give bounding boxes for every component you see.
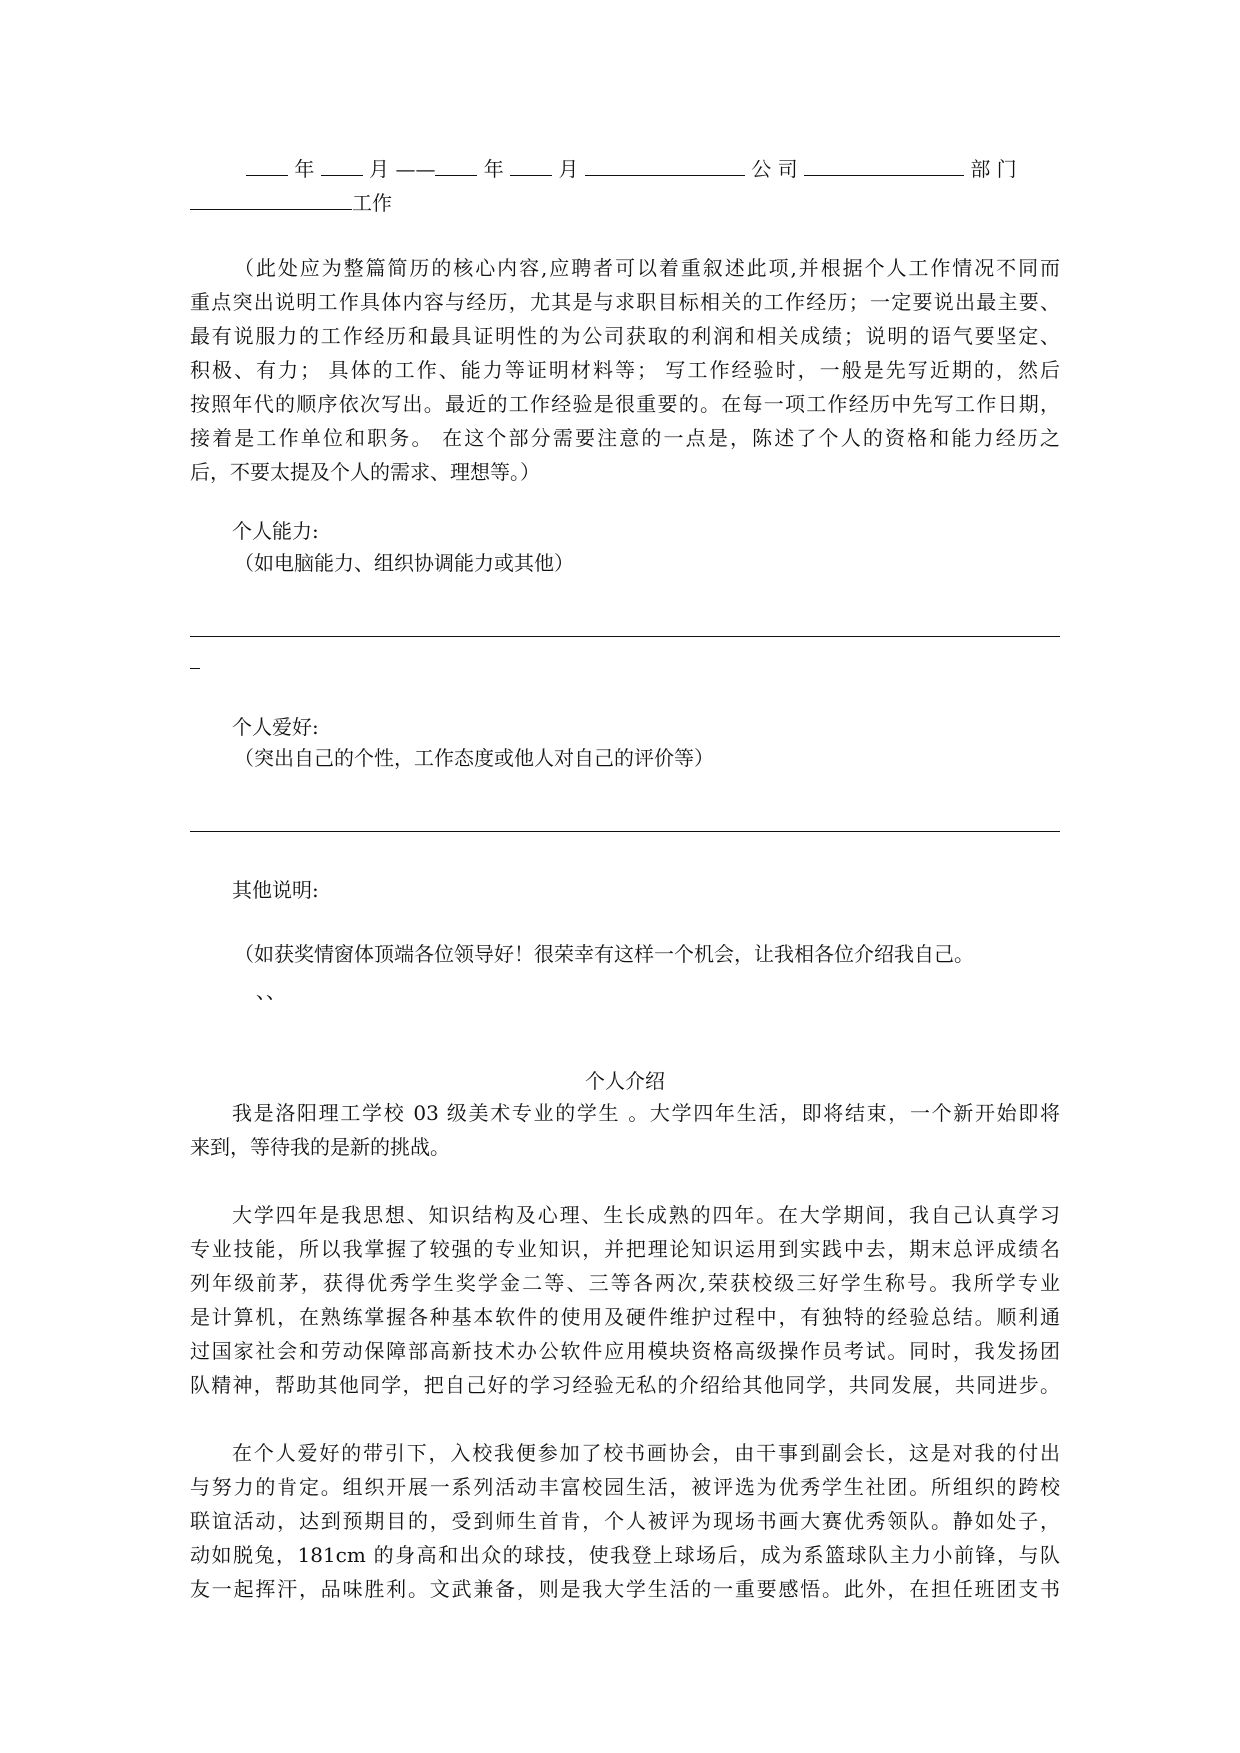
year-label-1: 年	[294, 157, 315, 181]
work-desc-line: 重点突出说明工作具体内容与经历，尤其是与求职目标相关的工作经历；一定要说出最主要、	[190, 290, 1060, 314]
intro-para2-line: 过国家社会和劳动保障部高新技术办公软件应用模块资格高级操作员考试。同时，我发扬团	[190, 1339, 1060, 1363]
hobby-label: 个人爱好:	[232, 715, 319, 739]
company-label: 公 司	[751, 157, 798, 181]
hobby-hint: （突出自己的个性，工作态度或他人对自己的评价等）	[234, 746, 714, 770]
hobby-answer-line[interactable]	[190, 831, 1060, 832]
intro-title: 个人介绍	[585, 1069, 665, 1093]
intro-para3-line: 在个人爱好的带引下，入校我便参加了校书画协会，由干事到副会长，这是对我的付出	[232, 1441, 1060, 1465]
month-blank-1[interactable]	[321, 153, 363, 176]
other-label: 其他说明:	[232, 878, 319, 902]
work-desc-line: 最有说服力的工作经历和最具证明性的为公司获取的利润和相关成绩；说明的语气要坚定、	[190, 324, 1060, 348]
intro-para3-line: 与努力的肯定。组织开展一系列活动丰富校园生活，被评选为优秀学生社团。所组织的跨校	[190, 1475, 1060, 1499]
intro-para2-line: 专业技能，所以我掌握了较强的专业知识，并把理论知识运用到实践中去，期末总评成绩名	[190, 1237, 1060, 1261]
intro-para3-line: 动如脱兔，181cm 的身高和出众的球技，使我登上球场后，成为系篮球队主力小前锋，与队	[190, 1543, 1060, 1567]
company-blank[interactable]	[585, 153, 745, 176]
intro-para1-line: 来到，等待我的是新的挑战。	[190, 1135, 450, 1159]
other-hint: （如获奖情窗体顶端各位领导好！很荣幸有这样一个机会，让我相各位介绍我自己。	[234, 942, 974, 966]
work-desc-line: 后，不要太提及个人的需求、理想等。）	[190, 460, 540, 484]
month-blank-2[interactable]	[510, 153, 552, 176]
intro-para2-line: 队精神，帮助其他同学，把自己好的学习经验无私的介绍给其他同学，共同发展，共同进步。	[190, 1373, 1060, 1397]
intro-para2-line: 是计算机，在熟练掌握各种基本软件的使用及硬件维护过程中，有独特的经验总结。顺利通	[190, 1305, 1060, 1329]
intro-para2-line: 大学四年是我思想、知识结构及心理、生长成熟的四年。在大学期间，我自己认真学习	[232, 1203, 1060, 1227]
other-marks: 、、	[256, 979, 286, 1003]
intro-para2-line: 列年级前茅，获得优秀学生奖学金二等、三等各两次,荣获校级三好学生称号。我所学专业	[190, 1271, 1060, 1295]
work-desc-line: 按照年代的顺序依次写出。最近的工作经验是很重要的。在每一项工作经历中先写工作日期，	[190, 392, 1060, 416]
department-blank[interactable]	[804, 153, 964, 176]
department-label: 部 门	[970, 157, 1017, 181]
intro-para3-line: 友一起挥汗，品味胜利。文武兼备，则是我大学生活的一重要感悟。此外，在担任班团支书	[190, 1577, 1060, 1601]
ability-answer-line-tail	[190, 668, 200, 669]
year-blank-1[interactable]	[246, 153, 288, 176]
year-label-2: 年	[483, 157, 504, 181]
ability-answer-line[interactable]	[190, 636, 1060, 637]
work-desc-line: 接着是工作单位和职务。 在这个部分需要注意的一点是，陈述了个人的资格和能力经历之	[190, 426, 1060, 450]
range-dash: ——	[395, 157, 436, 181]
month-label-1: 月	[369, 157, 390, 181]
position-blank[interactable]	[190, 187, 352, 210]
work-label: 工作	[352, 191, 392, 215]
work-period-line	[246, 152, 1060, 186]
intro-para3-line: 联谊活动，达到预期目的，受到师生首肯，个人被评为现场书画大赛优秀领队。静如处子，	[190, 1509, 1060, 1533]
work-desc-line: （此处应为整篇简历的核心内容,应聘者可以着重叙述此项,并根据个人工作情况不同而	[234, 256, 1060, 280]
month-label-2: 月	[558, 157, 579, 181]
ability-label: 个人能力:	[232, 519, 319, 543]
work-line-2	[190, 186, 1060, 220]
work-desc-line: 积极、有力； 具体的工作、能力等证明材料等； 写工作经验时，一般是先写近期的，然后	[190, 358, 1060, 382]
intro-para1-line: 我是洛阳理工学校 03 级美术专业的学生 。大学四年生活，即将结束，一个新开始即将	[232, 1101, 1060, 1125]
ability-hint: （如电脑能力、组织协调能力或其他）	[234, 551, 574, 575]
year-blank-2[interactable]	[435, 153, 477, 176]
